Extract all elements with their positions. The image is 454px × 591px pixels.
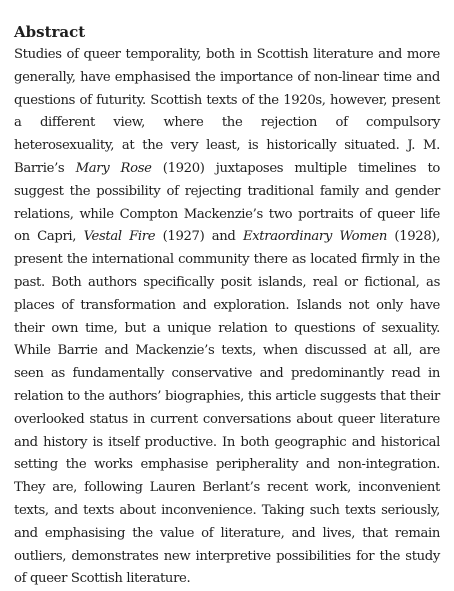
abstract-heading: Abstract [14, 23, 86, 41]
abstract-body [14, 44, 440, 591]
abstract-text-segment: (1928), present the international community there as located firmly in the past. Both authors specifically posit islands, real or fictional, as places of transformation and exploration. Islands not only have their own time, but a unique relation to questions of sexuality. While Barrie and Mackenzie’s texts, when discussed at all, are seen as fundamentally conservative and predominantly read in relation to the authors’ biographies, this article suggests that their overlooked status in current conversations about queer literature and history is itself productive. In both geographic and historical setting the works emphasise peripherality and non-integration. They are, following Lauren Berlant’s recent work, inconvenient texts, and texts about inconvenience. Taking such texts seriously, and emphasising the value of literature, and lives, that remain outliers, demonstrates new interpretive possibilities for the study of queer Scottish literature. [14, 229, 440, 587]
abstract-text-segment: (1920) juxtaposes multiple timelines to suggest the possibility of rejecting traditional family and gender relations, while Compton Mackenzie’s two portraits of queer life on Capri, [14, 160, 440, 245]
title-mary-rose: Mary Rose [75, 160, 152, 176]
title-extraordinary-women: Extraordinary Women [242, 229, 387, 245]
abstract-text-segment: (1927) and [155, 229, 243, 245]
abstract-section [14, 20, 440, 591]
abstract-text-segment: Studies of queer temporality, both in Scottish literature and more generally, have emphasised the importance of non-linear time and questions of futurity. Scottish texts of the 1920s, however, present a different view, where the rejection of compulsory heterosexuality, at the very least, is historically situated. J. M. Barrie’s [14, 47, 440, 176]
title-vestal-fire: Vestal Fire [83, 229, 156, 245]
